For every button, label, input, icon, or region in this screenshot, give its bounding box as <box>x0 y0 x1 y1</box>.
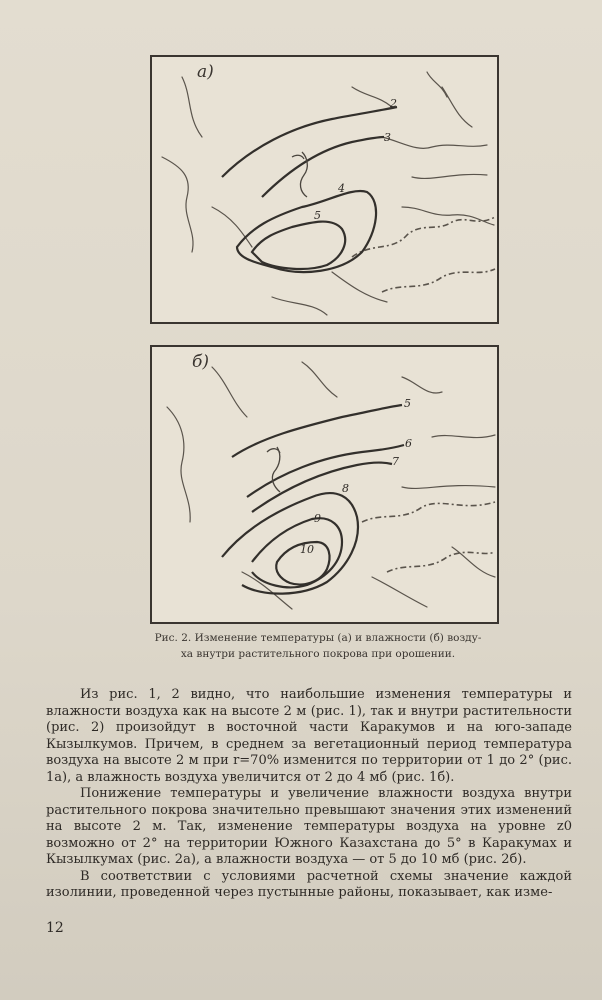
map-b-border <box>362 502 495 572</box>
map-a-rivers <box>162 72 494 315</box>
map-a-isoline-label: 5 <box>314 209 321 222</box>
map-b-rivers <box>167 362 495 609</box>
map-b-coast <box>267 447 280 492</box>
map-b-isoline-label: 7 <box>392 455 399 468</box>
paragraph-2: Понижение температуры и увеличение влажности воздуха внутри растительного покрова значительно превышают значения этих изменений на высоте 2 м. Так, изменение температуры воздуха на уровне z0 возможно от 2° на территории Южного Казахстана до 5° в Каракумах и Кызылкумах (рис. 2а), а влажности воздуха — от 5 до 10 мб (рис. 2б). <box>46 786 572 867</box>
map-b-isoline-label: 10 <box>300 543 314 556</box>
figure-caption <box>118 630 518 662</box>
map-a-panel-label: а) <box>197 62 214 82</box>
map-a-isoline-label: 3 <box>384 131 391 144</box>
map-b-panel-label: б) <box>192 352 210 372</box>
paragraph-3: В соответствии с условиями расчетной схемы значение каждой изолинии, проведенной через пустынные районы, показывает, как изме- <box>46 868 572 900</box>
caption-line-1: Рис. 2. Изменение температуры (а) и влажности (б) возду- <box>154 632 482 644</box>
map-a-isoline-label: 4 <box>338 182 345 195</box>
map-b-isoline-label: 5 <box>404 397 411 410</box>
map-a-isolines <box>222 107 397 272</box>
map-a-coast <box>292 152 307 197</box>
map-temperature <box>150 55 499 324</box>
paragraph-1: Из рис. 1, 2 видно, что наибольшие изменения температуры и влажности воздуха как на высоте 2 м (рис. 1), так и внутри растительности (рис. 2) произойдут в восточной части Каракумов и на юго-западе Кызылкумов. Причем, в среднем за вегетационный период температура воздуха на высоте 2 м при r=70% изменится по территории от 1 до 2° (рис. 1а), а влажность воздуха увеличится от 2 до 4 мб (рис. 1б). <box>46 687 572 785</box>
map-b-isoline-label: 9 <box>314 512 321 525</box>
caption-line-2: ха внутри растительного покрова при орошении. <box>180 648 456 660</box>
body-text <box>46 687 572 902</box>
map-b-isoline-label: 6 <box>405 437 412 450</box>
map-b-drawing <box>152 347 497 622</box>
map-a-drawing <box>152 57 497 322</box>
map-humidity <box>150 345 499 624</box>
map-a-isoline-label: 2 <box>390 97 397 110</box>
map-b-isolines <box>222 405 404 594</box>
page-number: 12 <box>46 920 64 936</box>
map-b-isoline-label: 8 <box>342 482 349 495</box>
